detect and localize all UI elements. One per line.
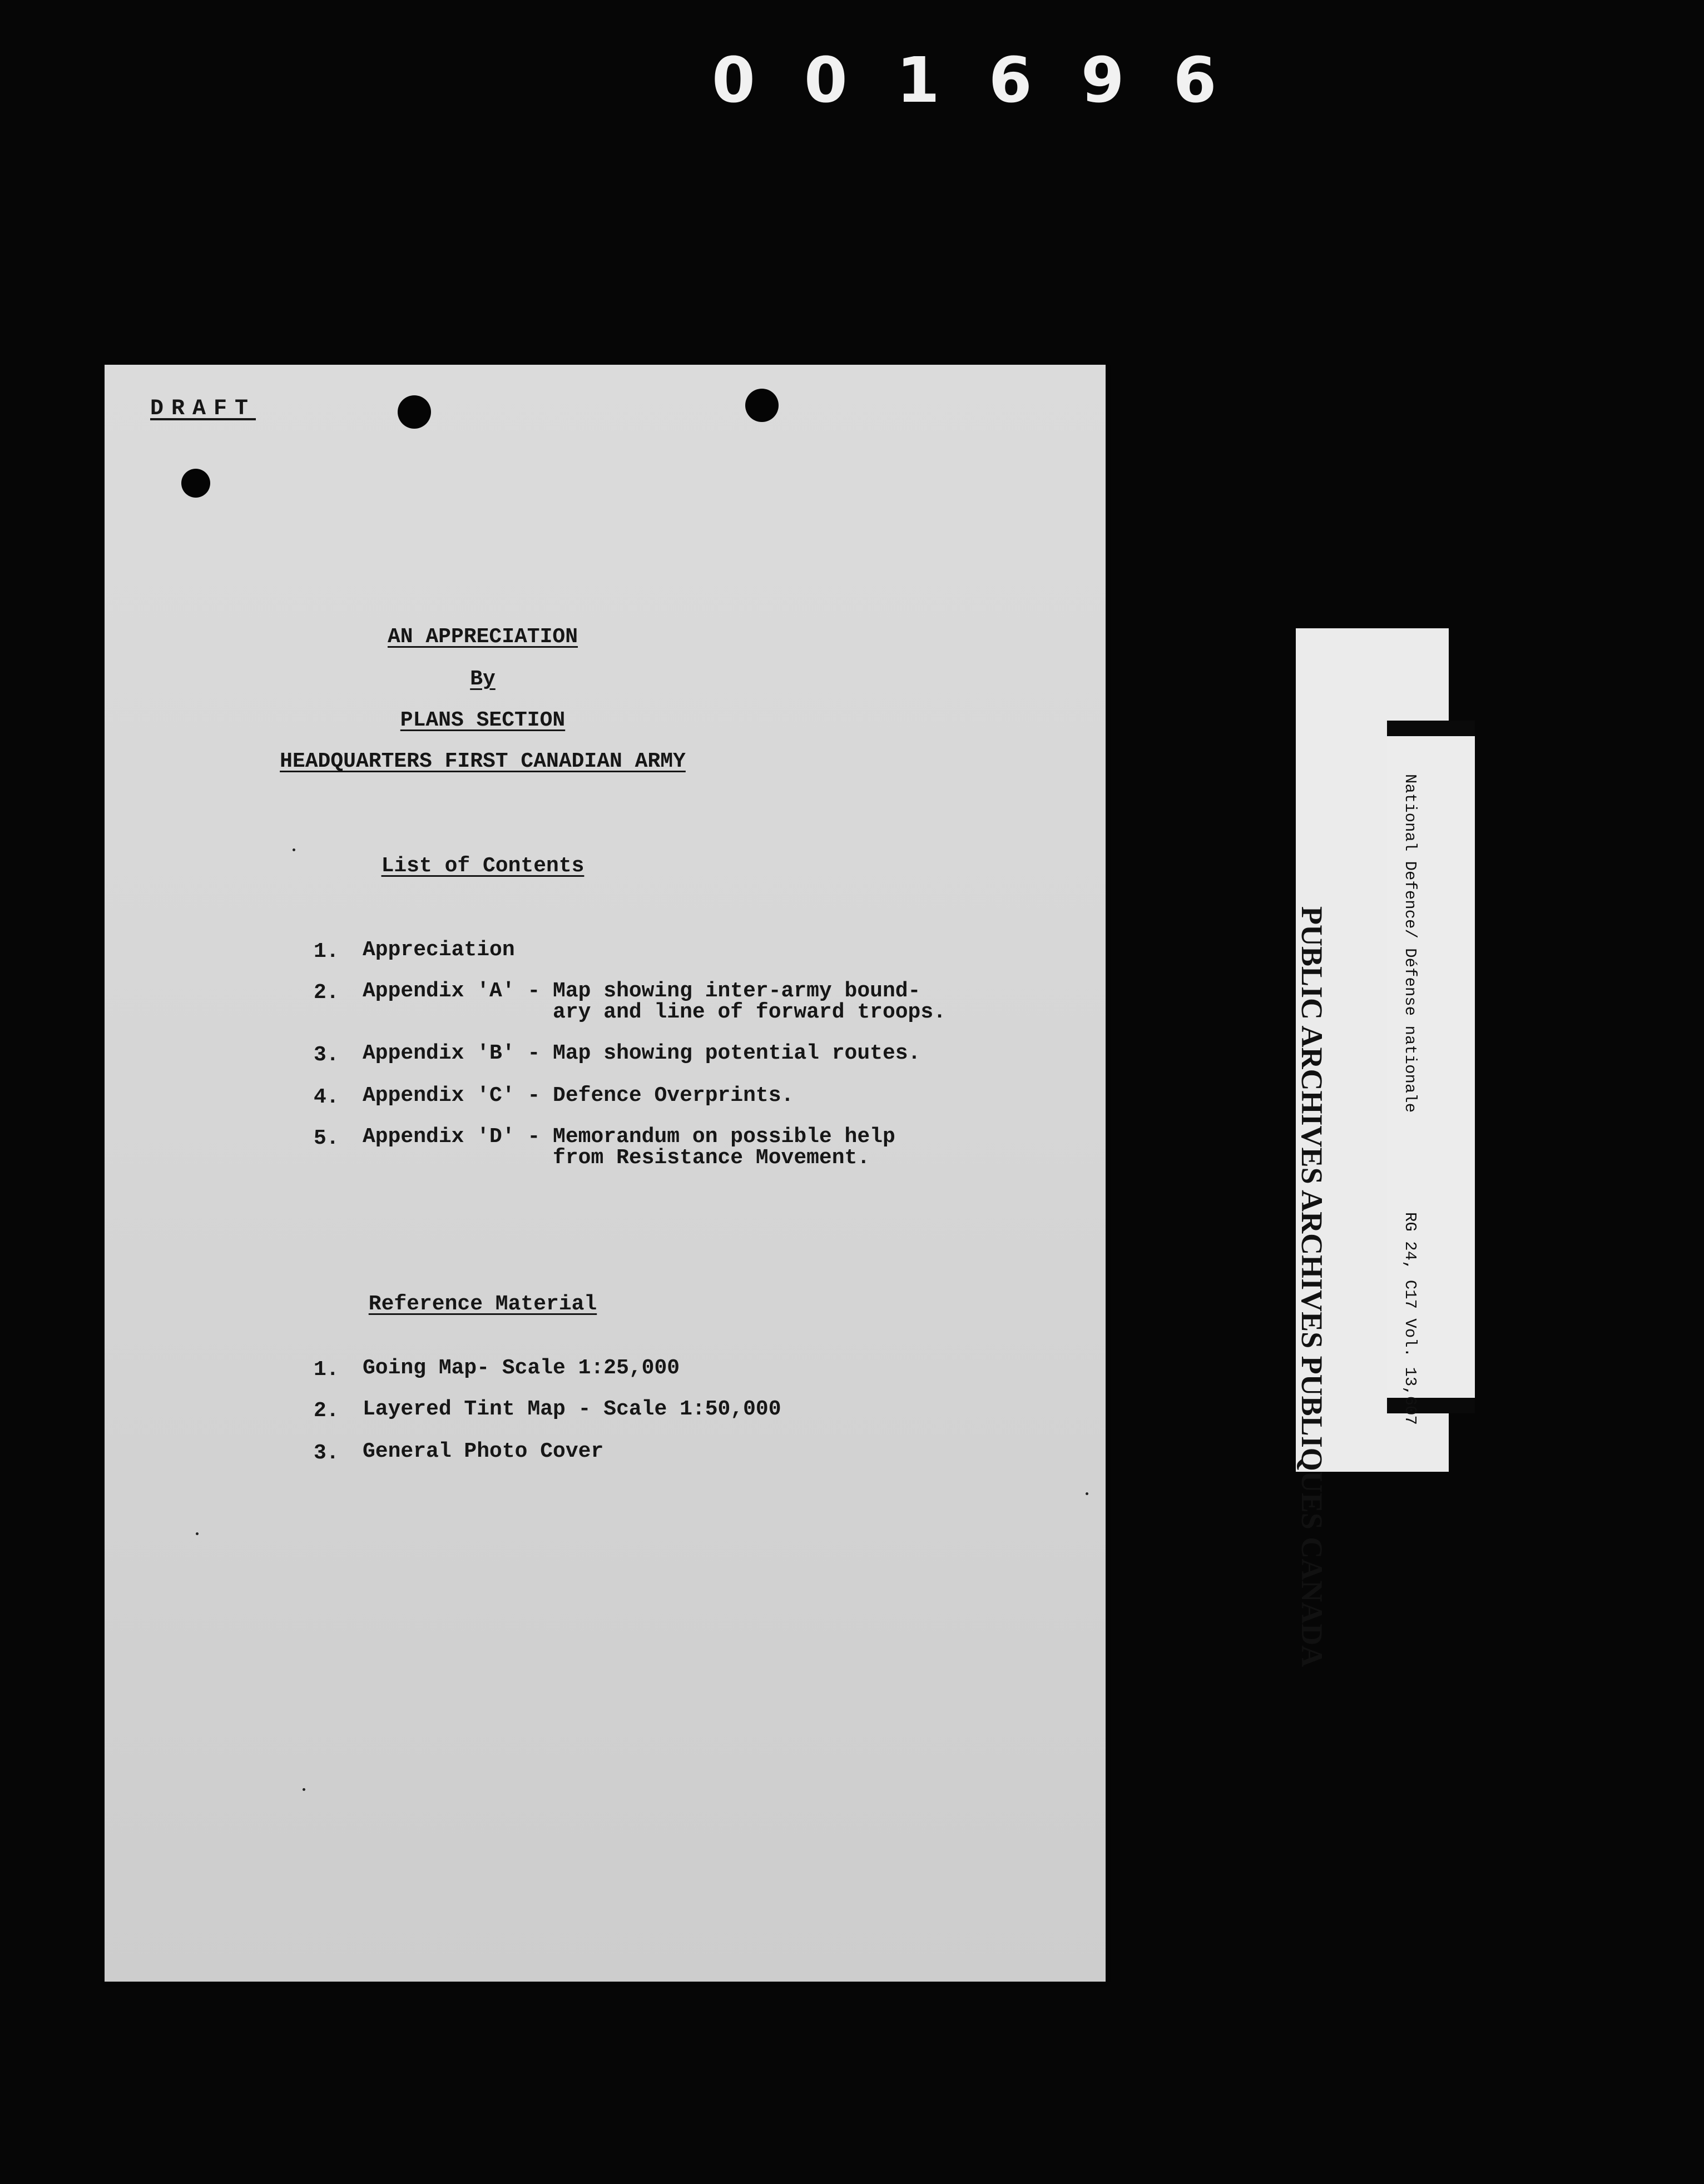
paper-speck [303,1788,305,1791]
punch-hole [745,389,779,422]
reference-item: Layered Tint Map - Scale 1:50,000 [363,1397,781,1421]
contents-item: Appendix 'C' - Defence Overprints. [363,1084,794,1108]
paper-speck [1086,1492,1088,1495]
reference-heading: Reference Material [368,1292,597,1316]
contents-item: Appendix 'B' - Map showing potential routes. [363,1041,921,1065]
title-line: AN APPRECIATION [387,625,578,649]
document-page [105,365,1106,1982]
archive-reference-label: RG 24, C17 Vol. 13,607 [1401,1212,1419,1425]
contents-item: Appendix 'A' - Map showing inter-army bound- ary and line of forward troops. [363,979,946,1024]
punch-hole [181,469,210,498]
paper-speck [196,1532,199,1535]
frame-number: 001696 [712,44,1266,117]
reference-number: 1. [314,1358,339,1382]
reference-number: 3. [314,1441,339,1465]
draft-stamp: DRAFT [150,396,256,421]
punch-hole [398,395,431,429]
title-line: HEADQUARTERS FIRST CANADIAN ARMY [280,749,686,773]
contents-number: 4. [314,1085,339,1109]
paper-speck [293,848,295,851]
title-line: By [470,667,496,691]
reference-item: Going Map- Scale 1:25,000 [363,1356,680,1380]
title-line: PLANS SECTION [400,708,566,732]
contents-number: 5. [314,1126,339,1150]
reference-number: 2. [314,1399,339,1423]
contents-number: 1. [314,940,339,964]
contents-number: 3. [314,1043,339,1067]
contents-item: Appreciation [363,938,515,962]
reference-item: General Photo Cover [363,1440,604,1463]
contents-heading: List of Contents [381,854,584,878]
contents-item: Appendix 'D' - Memorandum on possible help from Resistance Movement. [363,1125,895,1170]
archive-name-label: PUBLIC ARCHIVES ARCHIVES PUBLIQUES CANADA [1295,906,1329,1667]
contents-number: 2. [314,981,339,1005]
department-label: National Defence/ Défense nationale [1401,774,1419,1113]
